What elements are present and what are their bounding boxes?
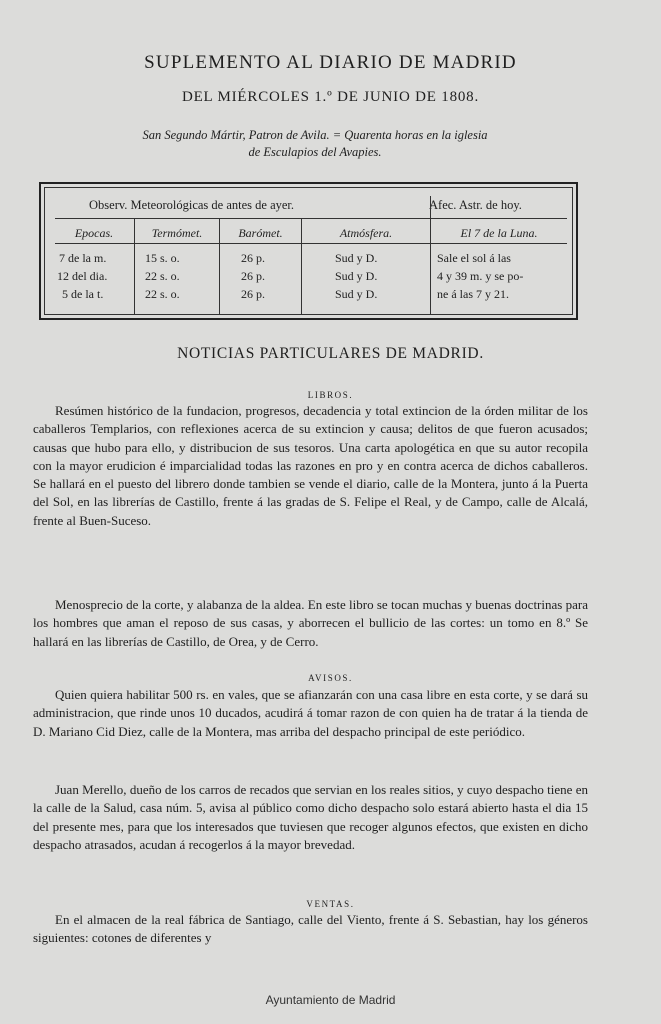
avisos-paragraph-1: Quien quiera habilitar 500 rs. en vales, que se afianzarán con una casa libre en esta corte, y se dará su administracion, que rinde unos 10 ducados, acudirá á tomar razon de con quien ha de tratar á la tienda de D. Mariano Cid Diez, calle de la Montera, mas arriba del despacho principal de este periódico. — [33, 687, 588, 739]
col-epocas: Epocas. — [74, 226, 114, 240]
cell-termometro: 22 s. o. — [145, 287, 180, 301]
table-divider-header — [55, 243, 567, 244]
weather-table — [39, 182, 578, 320]
cell-barometro: 26 p. — [241, 269, 265, 283]
col-atmosfera: Atmósfera. — [339, 226, 393, 240]
cell-epoca: 7 de la m. — [59, 251, 107, 265]
libros-heading: LIBROS. — [307, 390, 354, 400]
date-line: DEL MIÉRCOLES 1.º DE JUNIO DE 1808. — [181, 89, 480, 105]
cell-atmosfera: Sud y D. — [335, 287, 378, 301]
watermark: Ayuntamiento de Madrid — [265, 993, 396, 1007]
cell-termometro: 22 s. o. — [145, 269, 180, 283]
cell-atmosfera: Sud y D. — [335, 251, 378, 265]
cell-epoca: 12 del dia. — [57, 269, 108, 283]
cell-epoca: 5 de la t. — [62, 287, 104, 301]
table-col-divider-4 — [430, 196, 431, 314]
cell-barometro: 26 p. — [241, 251, 265, 265]
luna-line-2: 4 y 39 m. y se po- — [437, 269, 524, 283]
avisos-paragraph-2: Juan Merello, dueño de los carros de recados que servian en los reales sitios, y cuyo despacho tiene en la calle de la Salud, casa núm. 5, avisa al público como dicho despacho solo estará abierto hasta el dia 15 del presente mes, para que los interesados que tuviesen que recoger algunos efectos, que existen en dicho despacho atrasados, acudan á recogerlos á la mayor brevedad. — [33, 782, 588, 852]
col-luna: El 7 de la Luna. — [460, 226, 538, 240]
weather-table-inner — [44, 187, 573, 315]
col-barometro: Barómet. — [238, 226, 283, 240]
saint-line-2: de Esculapios del Avapies. — [248, 145, 382, 159]
cell-termometro: 15 s. o. — [145, 251, 180, 265]
cell-atmosfera: Sud y D. — [335, 269, 378, 283]
page-title: SUPLEMENTO AL DIARIO DE MADRID — [144, 52, 517, 73]
cell-barometro: 26 p. — [241, 287, 265, 301]
table-divider-top — [55, 218, 567, 219]
col-termometro: Termómet. — [151, 226, 203, 240]
libros-paragraph-1: Resúmen histórico de la fundacion, progresos, decadencia y total extincion de la órden militar de los caballeros Templarios, con reflexiones acerca de su extincion y causa; delitos de que fueron acusados; causas que hubo para ello, y distribucion de sus tesoros. Una carta apologética en que su autor recopila con la mayor erudicion é imparcialidad todas las razones en pro y en contra acerca de dichos caballeros. Se hallará en el puesto del librero donde tambien se vende el diario, calle de la Montera, junto á la Puerta del Sol, en las librerías de Castillo, frente á las gradas de S. Felipe el Real, y de Campo, calle de Alcalá, frente al Buen-Suceso. — [33, 403, 588, 528]
table-title-afec: Afec. Astr. de hoy. — [429, 198, 522, 212]
ventas-paragraph-1: En el almacen de la real fábrica de Santiago, calle del Viento, frente á S. Sebastian, hay los géneros siguientes: cotones de diferentes y — [33, 912, 588, 946]
luna-line-3: ne á las 7 y 21. — [437, 287, 509, 301]
avisos-heading: AVISOS. — [308, 673, 353, 683]
saint-line-1: San Segundo Mártir, Patron de Avila. = Quarenta horas en la iglesia — [142, 128, 488, 142]
table-title-observ: Observ. Meteorológicas de antes de ayer. — [89, 198, 295, 212]
luna-line-1: Sale el sol á las — [437, 251, 511, 265]
saint-note — [55, 127, 575, 161]
libros-paragraph-2: Menosprecio de la corte, y alabanza de la aldea. En este libro se tocan muchas y buenas doctrinas para los hombres que aman el reposo de sus casas, y aborrecen el bullicio de las cortes: un tomo en 8.º Se hallará en las librerías de Castillo, de Orea, y de Cerro. — [33, 597, 588, 649]
ventas-heading: VENTAS. — [306, 899, 355, 909]
section-title: NOTICIAS PARTICULARES DE MADRID. — [177, 345, 484, 362]
